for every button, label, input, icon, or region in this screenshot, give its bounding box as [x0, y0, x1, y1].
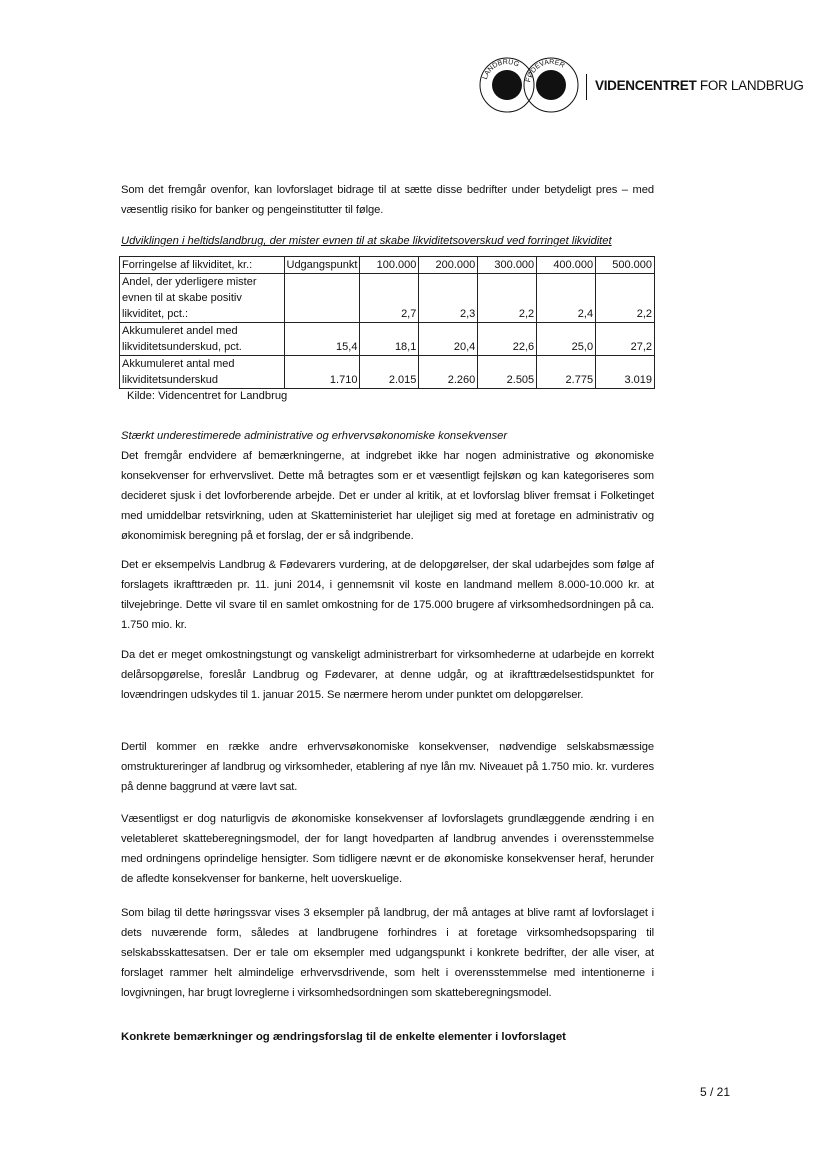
header-cell: Udgangspunkt — [284, 257, 360, 274]
paragraph: Som bilag til dette høringssvar vises 3 eksempler på landbrug, der må antages at blive ramt af lovforslaget i dets nuværende form, således at landbrugene forhindres i at foretage virksomhedsopsparing til selskabsskattesatsen. Der er tale om eksempler med udgangspunkt i konkrete bedrifter, der alle viser, at forslaget rammer helt almindelige erhvervsdrivende, som helt i overensstemmelse med intentionerne i lovgivningen, har brugt lovreglerne i virksomhedsordningen som skatteberegningsmodel. — [121, 907, 654, 999]
table-cell: 2,3 — [419, 274, 478, 323]
table-cell: 3.019 — [596, 356, 655, 389]
table-cell: 20,4 — [419, 323, 478, 356]
row-label: Akkumuleret andel med likviditetsunderskud, pct. — [120, 323, 285, 356]
table-cell: 2.260 — [419, 356, 478, 389]
paragraph: Det fremgår endvidere af bemærkningerne, at indgrebet ikke har nogen administrative og økonomiske konsekvenser for erhvervslivet. Dette må betragtes som er et væsentligt fejlskøn og kan kategoriseres som decideret sjusk i det lovforberende arbejde. Det er under al kritik, at et lovforslag bliver fremsat i Folketinget med umiddelbar retsvirkning, uden at Skatteministeriet har ulejliget sig med at foretage en administrativ og økonomimisk beregning på et forslag, der er så indgribende. — [121, 450, 654, 542]
brand-light: FOR LANDBRUG — [699, 78, 804, 93]
table-row — [120, 274, 655, 323]
header-logo — [478, 55, 804, 115]
table-cell: 15,4 — [284, 323, 360, 356]
logo-divider — [586, 74, 587, 100]
bold-section-heading: Konkrete bemærkninger og ændringsforslag til de enkelte elementer i lovforslaget — [121, 1031, 566, 1043]
section-title: Stærkt underestimerede administrative og erhvervsøkonomiske konsekvenser — [121, 430, 508, 442]
row-label: Akkumuleret antal med likviditetsunderskud — [120, 356, 285, 389]
header-cell: 400.000 — [537, 257, 596, 274]
table-row — [120, 323, 655, 356]
svg-text:LANDBRUG: LANDBRUG — [481, 58, 520, 81]
header-cell: 500.000 — [596, 257, 655, 274]
table-cell: 2.505 — [478, 356, 537, 389]
row-label: Andel, der yderligere mister evnen til at skabe positiv likviditet, pct.: — [120, 274, 285, 323]
table-cell: 2,2 — [478, 274, 537, 323]
header-cell: 300.000 — [478, 257, 537, 274]
table-cell: 2,4 — [537, 274, 596, 323]
table-cell: 1.710 — [284, 356, 360, 389]
paragraph: Dertil kommer en række andre erhvervsøkonomiske konsekvenser, nødvendige selskabsmæssige omstruktureringer af landbrug og virksomheder, etablering af nye lån mv. Niveauet på 1.750 mio. kr. vurderes på denne baggrund at være lavt sat. — [121, 741, 654, 793]
table-cell: 22,6 — [478, 323, 537, 356]
table-source: Kilde: Videncentret for Landbrug — [127, 390, 288, 402]
table-header-row — [120, 257, 655, 274]
brand-bold: VIDENCENTRET — [595, 78, 697, 93]
header-cell: 100.000 — [360, 257, 419, 274]
table-caption: Udviklingen i heltidslandbrug, der mister evnen til at skabe likviditetsoverskud ved forringet likviditet — [121, 235, 612, 247]
paragraph: Da det er meget omkostningstungt og vanskeligt administrerbart for virksomhederne at udarbejde en korrekt delårsopgørelse, foreslår Landbrug og Fødevarer, at denne udgår, og at ikrafttrædelsestidspunktet for lovændringen udskydes til 1. januar 2015. Se nærmere herom under punktet om delopgørelser. — [121, 649, 654, 701]
header-cell: 200.000 — [419, 257, 478, 274]
table-cell: 18,1 — [360, 323, 419, 356]
brand-name — [595, 78, 804, 93]
header-cell: Forringelse af likviditet, kr.: — [120, 257, 285, 274]
svg-text:FØDEVARER: FØDEVARER — [525, 58, 566, 83]
landbrug-foedevarer-logo-icon — [478, 55, 582, 115]
table-cell: 2,7 — [360, 274, 419, 323]
table-cell: 2.775 — [537, 356, 596, 389]
paragraph: Væsentligst er dog naturligvis de økonomiske konsekvenser af lovforslagets grundlæggende ændring i en veletableret skatteberegningsmodel, der for langt hovedparten af landbrug anvendes i overensstemmelse med ordningens oprindelige hensigter. Som tidligere nævnt er de økonomiske konsekvenser heraf, herunder de afledte konsekvenser for bankerne, helt uoverskuelige. — [121, 813, 654, 885]
table-cell: 25,0 — [537, 323, 596, 356]
paragraph: Det er eksempelvis Landbrug & Fødevarers vurdering, at de delopgørelser, der skal udarbejdes som følge af forslagets ikrafttræden pr. 11. juni 2014, i gennemsnit vil koste en landmand mellem 8.000-10.000 kr. at tilvejebringe. Dette vil svare til en samlet omkostning for de 175.000 brugere af virksomhedsordningen på ca. 1.750 mio. kr. — [121, 559, 654, 631]
table-cell: 2,2 — [596, 274, 655, 323]
table-row — [120, 356, 655, 389]
intro-paragraph: Som det fremgår ovenfor, kan lovforslaget bidrage til at sætte disse bedrifter under betydeligt pres – med væsentlig risiko for banker og pengeinstitutter til følge. — [121, 184, 654, 216]
page-number: 5 / 21 — [700, 1085, 731, 1099]
liquidity-table — [119, 256, 655, 389]
table-cell: 27,2 — [596, 323, 655, 356]
table-cell: 2.015 — [360, 356, 419, 389]
table-cell — [284, 274, 360, 323]
